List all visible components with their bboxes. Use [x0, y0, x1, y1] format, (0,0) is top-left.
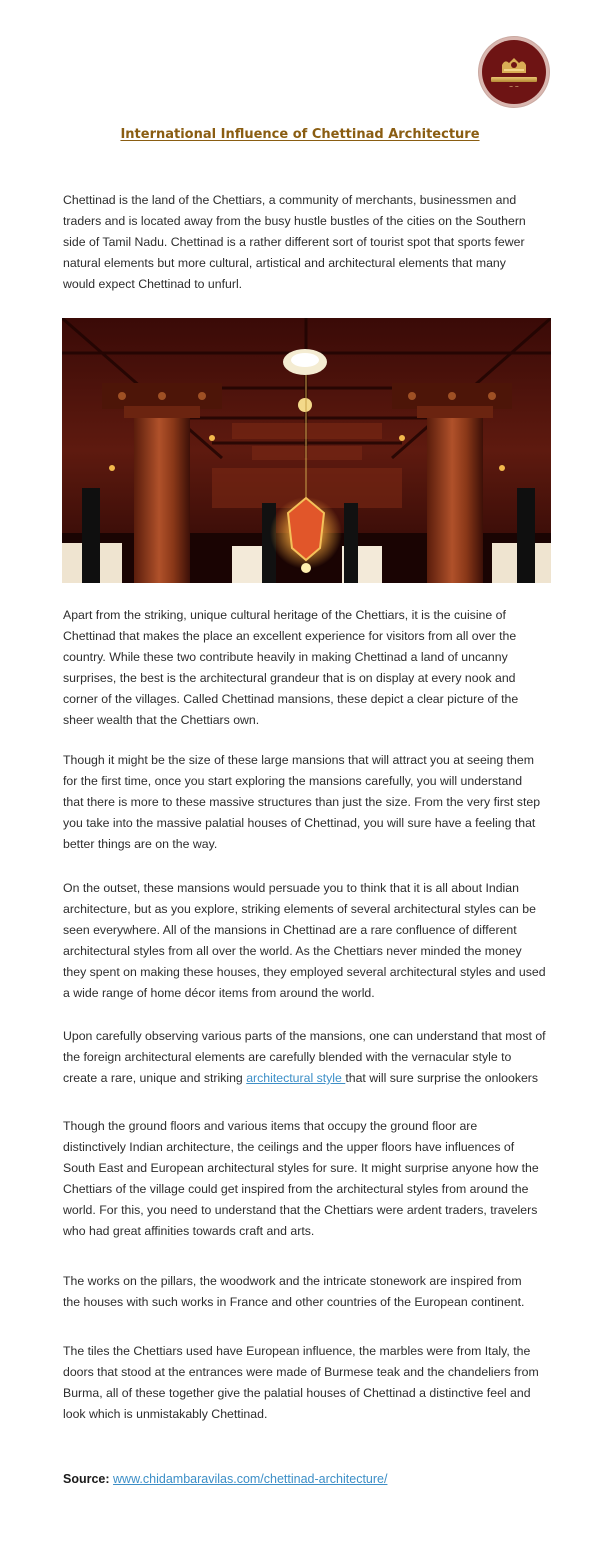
logo-script: ~ ~ [509, 83, 519, 90]
paragraph-text: Upon carefully observing various parts of the mansions, one can understand that most of the foreign architectural elements are carefully blended with the vernacular style to create a rare, unique and striking [63, 1029, 546, 1085]
paragraph-architectural-styles: On the outset, these mansions would persuade you to think that it is all about Indian architecture, but as you explore, striking elements of several architectural styles can be seen everywhere. All of the mansions in Chettinad are a rare confluence of different architectural styles from all over the world. As the Chettiars never minded the money they spent on making these houses, they employed several architectural styles and used a wide range of home décor items from around the world. [63, 881, 546, 1000]
paragraph-pillars: The works on the pillars, the woodwork and the intricate stonework are inspired from the houses with such works in France and other countries of the European continent. [63, 1274, 525, 1309]
paragraph-foreign-elements [63, 1026, 553, 1089]
paragraph-cuisine: Apart from the striking, unique cultural heritage of the Chettiars, it is the cuisine of Chettinad that makes the place an excellent experience for visitors from all over the country. While these two contribute heavily in making Chettinad a land of uncanny surprises, the best is the architectural grandeur that is on display at every nook and corner of the villages. Called Chettinad mansions, these depict a clear picture of the sheer wealth that the Chettiars own. [63, 608, 519, 727]
logo-band [491, 77, 537, 82]
architectural-style-link[interactable]: architectural style [246, 1071, 346, 1085]
paragraph-tiles: The tiles the Chettiars used have European influence, the marbles were from Italy, the doors that stood at the entrances were made of Burmese teak and the chandeliers from Burma, all of these together give the palatial houses of Chettinad a distinctive feel and look which is unmistakably Chettinad. [63, 1344, 539, 1421]
page-title: International Influence of Chettinad Architecture [120, 127, 480, 142]
mansion-interior-photo [62, 318, 551, 583]
paragraph-mansions-size: Though it might be the size of these large mansions that will attract you at seeing them for the first time, once you start exploring the mansions carefully, you will understand that there is more to these massive structures than just the size. From the very first step you take into the massive palatial houses of Chettinad, you will sure have a feeling that better things are on the way. [63, 753, 541, 851]
paragraph-text: that will sure surprise the onlookers [345, 1071, 539, 1085]
paragraph-intro: Chettinad is the land of the Chettiars, a community of merchants, businessmen and traders and is located away from the busy hustle bustles of the cities on the Southern side of Tamil Nadu. Chettinad is a rather different sort of tourist spot that sports fewer natural elements but more cultural, artistical and architectural elements that many would expect Chettinad to unfurl. [63, 193, 526, 291]
crest-icon [499, 57, 529, 75]
source-line [63, 1469, 387, 1490]
source-link[interactable]: www.chidambaravilas.com/chettinad-architecture/ [113, 1472, 388, 1486]
brand-logo [482, 40, 546, 104]
source-label: Source: [63, 1472, 110, 1486]
interior-image [62, 318, 551, 583]
paragraph-ceilings: Though the ground floors and various items that occupy the ground floor are distinctively Indian architecture, the ceilings and the upper floors have influences of South East and European architectural styles for sure. It might surprise anyone how the Chettiars of the village could get inspired from the architectural styles from around the world. For this, you need to understand that the Chettiars were ardent traders, travelers who had great affinities towards craft and arts. [63, 1119, 539, 1238]
